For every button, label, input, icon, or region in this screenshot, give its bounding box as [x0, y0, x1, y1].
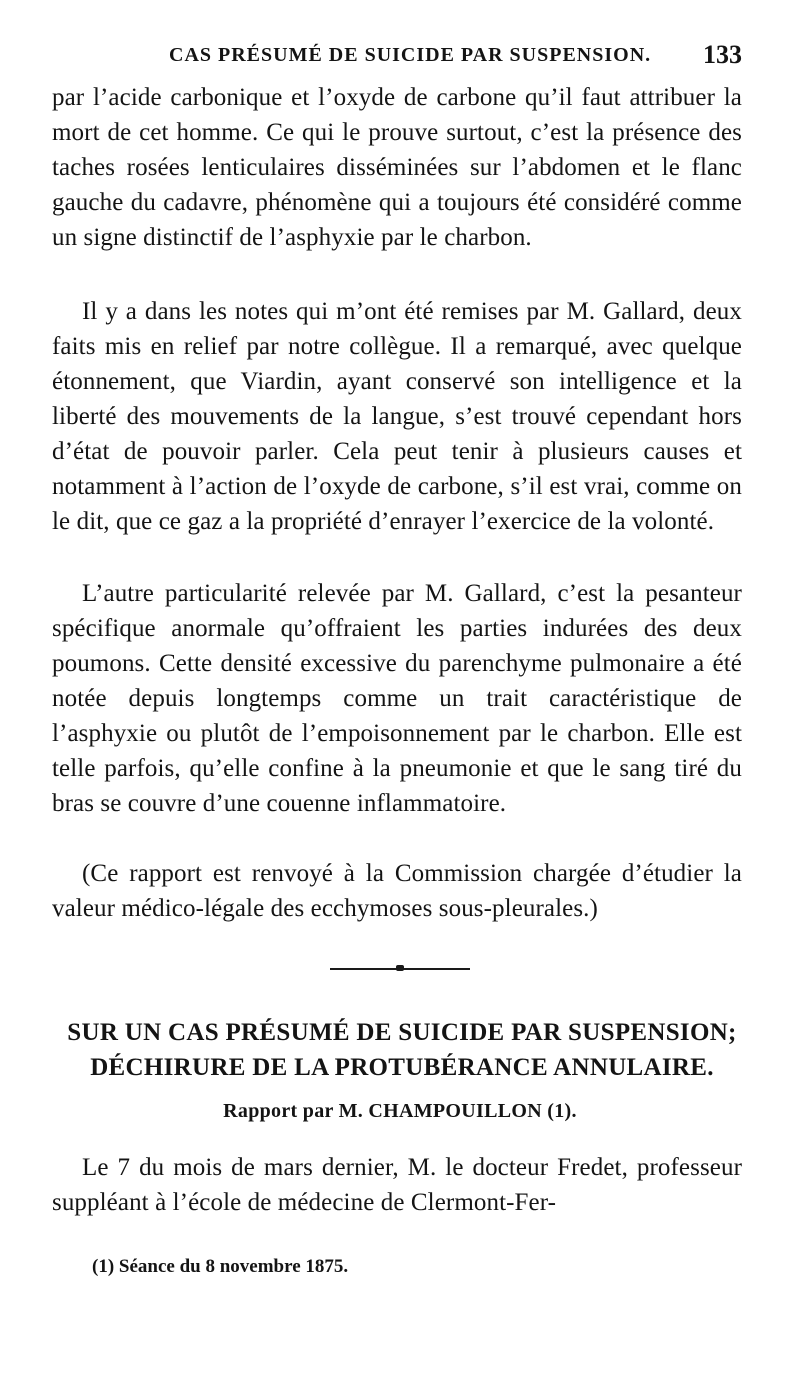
running-head: [54, 40, 742, 70]
paragraph-text: Il y a dans les notes qui m’ont été remises par M. Gallard, deux faits mis en relief par notre collègue. Il a remarqué, avec quelque étonnement, que Viardin, ayant conservé son intelligence et la liberté des mouvements de la langue, s’est trouvé cependant hors d’état de pouvoir parler. Cela peut tenir à plusieurs causes et notamment à l’action de l’oxyde de carbone, s’il est vrai, comme on le dit, que ce gaz a la propriété d’enrayer l’exercice de la volonté.: [52, 298, 742, 535]
paragraph-pulmonary-density: [52, 576, 742, 821]
paragraph-commission-note: [52, 856, 742, 926]
section-divider-ornament: [396, 965, 404, 971]
section-title-line-2: DÉCHIRURE DE LA PROTUBÉRANCE ANNULAIRE.: [90, 1054, 714, 1081]
report-byline: Rapport par M. CHAMPOUILLON (1).: [223, 1100, 577, 1122]
page-number: 133: [703, 40, 742, 69]
paragraph-text: par l’acide carbonique et l’oxyde de carbone qu’il faut attribuer la mort de cet homme. Ce qui le prouve surtout, c’est la présence des taches rosées lenticulaires disséminées sur l’abdomen et le flanc gauche du cadavre, phénomène qui a toujours été considéré comme un signe distinctif de l’asphyxie par le charbon.: [52, 84, 742, 251]
footnote: (1) Séance du 8 novembre 1875.: [92, 1256, 349, 1277]
paragraph-report-opening: [52, 1150, 742, 1220]
paragraph-text: L’autre particularité relevée par M. Gallard, c’est la pesanteur spécifique anormale qu’offraient les parties indurées des deux poumons. Cette densité excessive du parenchyme pulmonaire a été notée depuis longtemps comme un trait caractéristique de l’asphyxie ou plutôt de l’empoisonnement par le charbon. Elle est telle parfois, qu’elle confine à la pneumonie et que le sang tiré du bras se couvre d’une couenne inflammatoire.: [52, 580, 742, 817]
paragraph-text: (Ce rapport est renvoyé à la Commission chargée d’étudier la valeur médico-légale des ecchymoses sous-pleurales.): [52, 860, 742, 922]
paragraph-text: Le 7 du mois de mars dernier, M. le docteur Fredet, professeur suppléant à l’école de médecine de Clermont-Fer-: [52, 1154, 742, 1216]
running-title: CAS PRÉSUMÉ DE SUICIDE PAR SUSPENSION.: [169, 44, 652, 66]
paragraph-continuation: [52, 80, 742, 255]
paragraph-gallard-notes: [52, 294, 742, 539]
section-title-line-1: SUR UN CAS PRÉSUMÉ DE SUICIDE PAR SUSPENSION;: [67, 1019, 737, 1046]
